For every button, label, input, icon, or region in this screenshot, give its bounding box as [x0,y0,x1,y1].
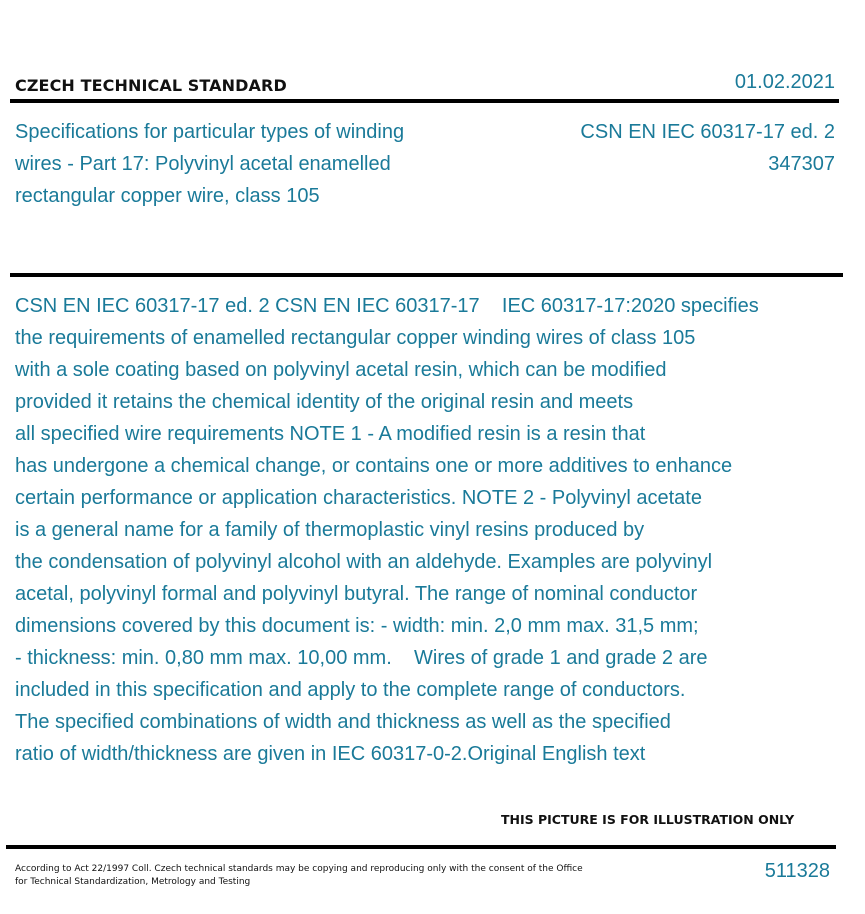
legal-notice-line: According to Act 22/1997 Coll. Czech technical standards may be copying and reproducing only with the consent of the Office [15,864,583,874]
standard-description [15,290,850,770]
description-line: included in this specification and apply to the complete range of conductors. [15,679,686,701]
description-line: the requirements of enamelled rectangular copper winding wires of class 105 [15,327,696,349]
standard-title [15,116,455,212]
illustration-notice: THIS PICTURE IS FOR ILLUSTRATION ONLY [501,812,795,827]
description-line: acetal, polyvinyl formal and polyvinyl butyral. The range of nominal conductor [15,583,698,605]
standard-title-line: wires - Part 17: Polyvinyl acetal enamelled [15,153,391,175]
standard-title-line: rectangular copper wire, class 105 [15,185,320,207]
description-line: is a general name for a family of thermoplastic vinyl resins produced by [15,519,645,541]
legal-notice [15,863,615,889]
description-line: dimensions covered by this document is: - width: min. 2,0 mm max. 31,5 mm; [15,615,699,637]
footer-divider [6,845,836,849]
standard-title-line: Specifications for particular types of winding [15,121,405,143]
standard-type-heading: CZECH TECHNICAL STANDARD [15,76,287,95]
description-line: certain performance or application characteristics. NOTE 2 - Polyvinyl acetate [15,487,702,509]
legal-notice-line: for Technical Standardization, Metrology and Testing [15,877,251,887]
description-line: The specified combinations of width and thickness as well as the specified [15,711,671,733]
description-line: provided it retains the chemical identity of the original resin and meets [15,391,634,413]
document-number: 511328 [764,860,830,882]
description-line: CSN EN IEC 60317-17 ed. 2 CSN EN IEC 60317-17 IEC 60317-17:2020 specifies [15,295,759,317]
description-line: with a sole coating based on polyvinyl acetal resin, which can be modified [15,359,667,381]
standard-identifiers [580,116,835,180]
class-number: 347307 [768,153,835,175]
publication-date: 01.02.2021 [734,71,835,93]
title-divider [10,273,843,277]
description-line: all specified wire requirements NOTE 1 - A modified resin is a resin that [15,423,646,445]
standard-code: CSN EN IEC 60317-17 ed. 2 [580,121,835,143]
description-line: the condensation of polyvinyl alcohol with an aldehyde. Examples are polyvinyl [15,551,713,573]
description-line: - thickness: min. 0,80 mm max. 10,00 mm. Wires of grade 1 and grade 2 are [15,647,708,669]
description-line: has undergone a chemical change, or contains one or more additives to enhance [15,455,733,477]
description-line: ratio of width/thickness are given in IEC 60317-0-2.Original English text [15,743,646,765]
header-divider [10,99,839,103]
